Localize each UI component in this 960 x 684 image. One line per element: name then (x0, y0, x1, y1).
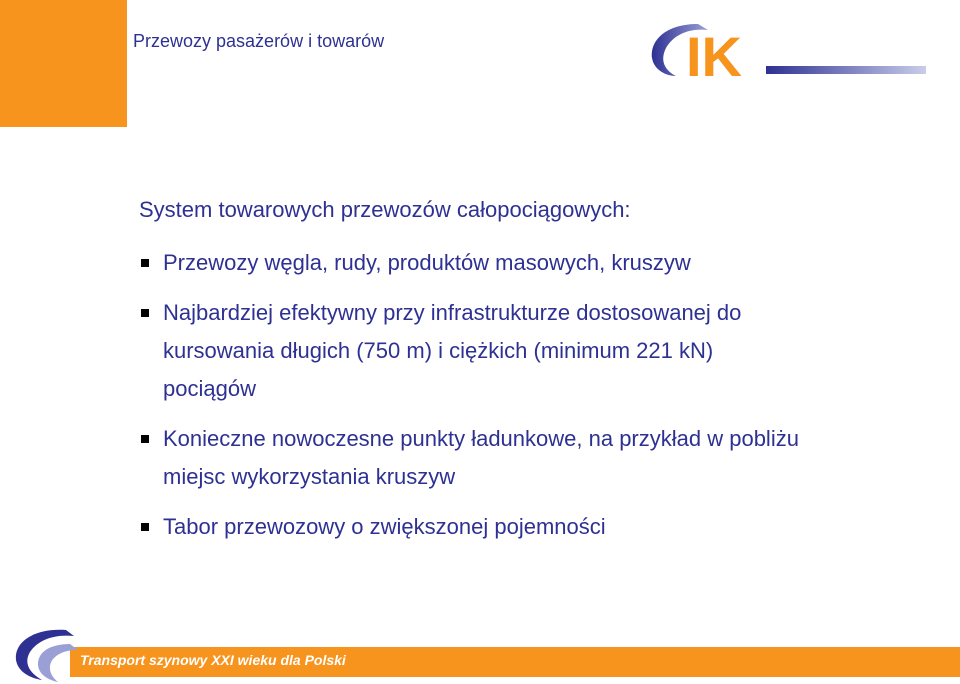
ik-logo (646, 20, 926, 82)
section-heading: System towarowych przewozów całopociągowych: (139, 197, 631, 222)
bullet-item (139, 244, 939, 282)
logo-text: IK (686, 25, 742, 82)
bullet-square-icon (141, 259, 149, 267)
bullet-text: Konieczne nowoczesne punkty ładunkowe, na przykład w pobliżu (163, 426, 799, 451)
bullet-text: Przewozy węgla, rudy, produktów masowych, kruszyw (163, 250, 691, 275)
logo-underline (766, 66, 926, 74)
bullet-item (139, 294, 939, 408)
bullet-item (139, 508, 939, 546)
bullet-square-icon (141, 523, 149, 531)
bullet-text: kursowania długich (750 m) i ciężkich (minimum 221 kN) (163, 338, 714, 363)
header-accent-block (0, 0, 127, 127)
bullet-square-icon (141, 435, 149, 443)
footer-swoosh-icon (8, 622, 88, 684)
main-content (139, 195, 939, 558)
page-title: Przewozy pasażerów i towarów (133, 31, 385, 51)
bullet-square-icon (141, 309, 149, 317)
bullet-text: Tabor przewozowy o zwiększonej pojemności (163, 514, 606, 539)
bullet-text: miejsc wykorzystania kruszyw (163, 464, 456, 489)
bullet-text: Najbardziej efektywny przy infrastrukturze dostosowanej do (163, 300, 742, 325)
bullet-text: pociągów (163, 376, 256, 401)
bullet-item (139, 420, 939, 496)
footer-text: Transport szynowy XXI wieku dla Polski (80, 652, 346, 668)
